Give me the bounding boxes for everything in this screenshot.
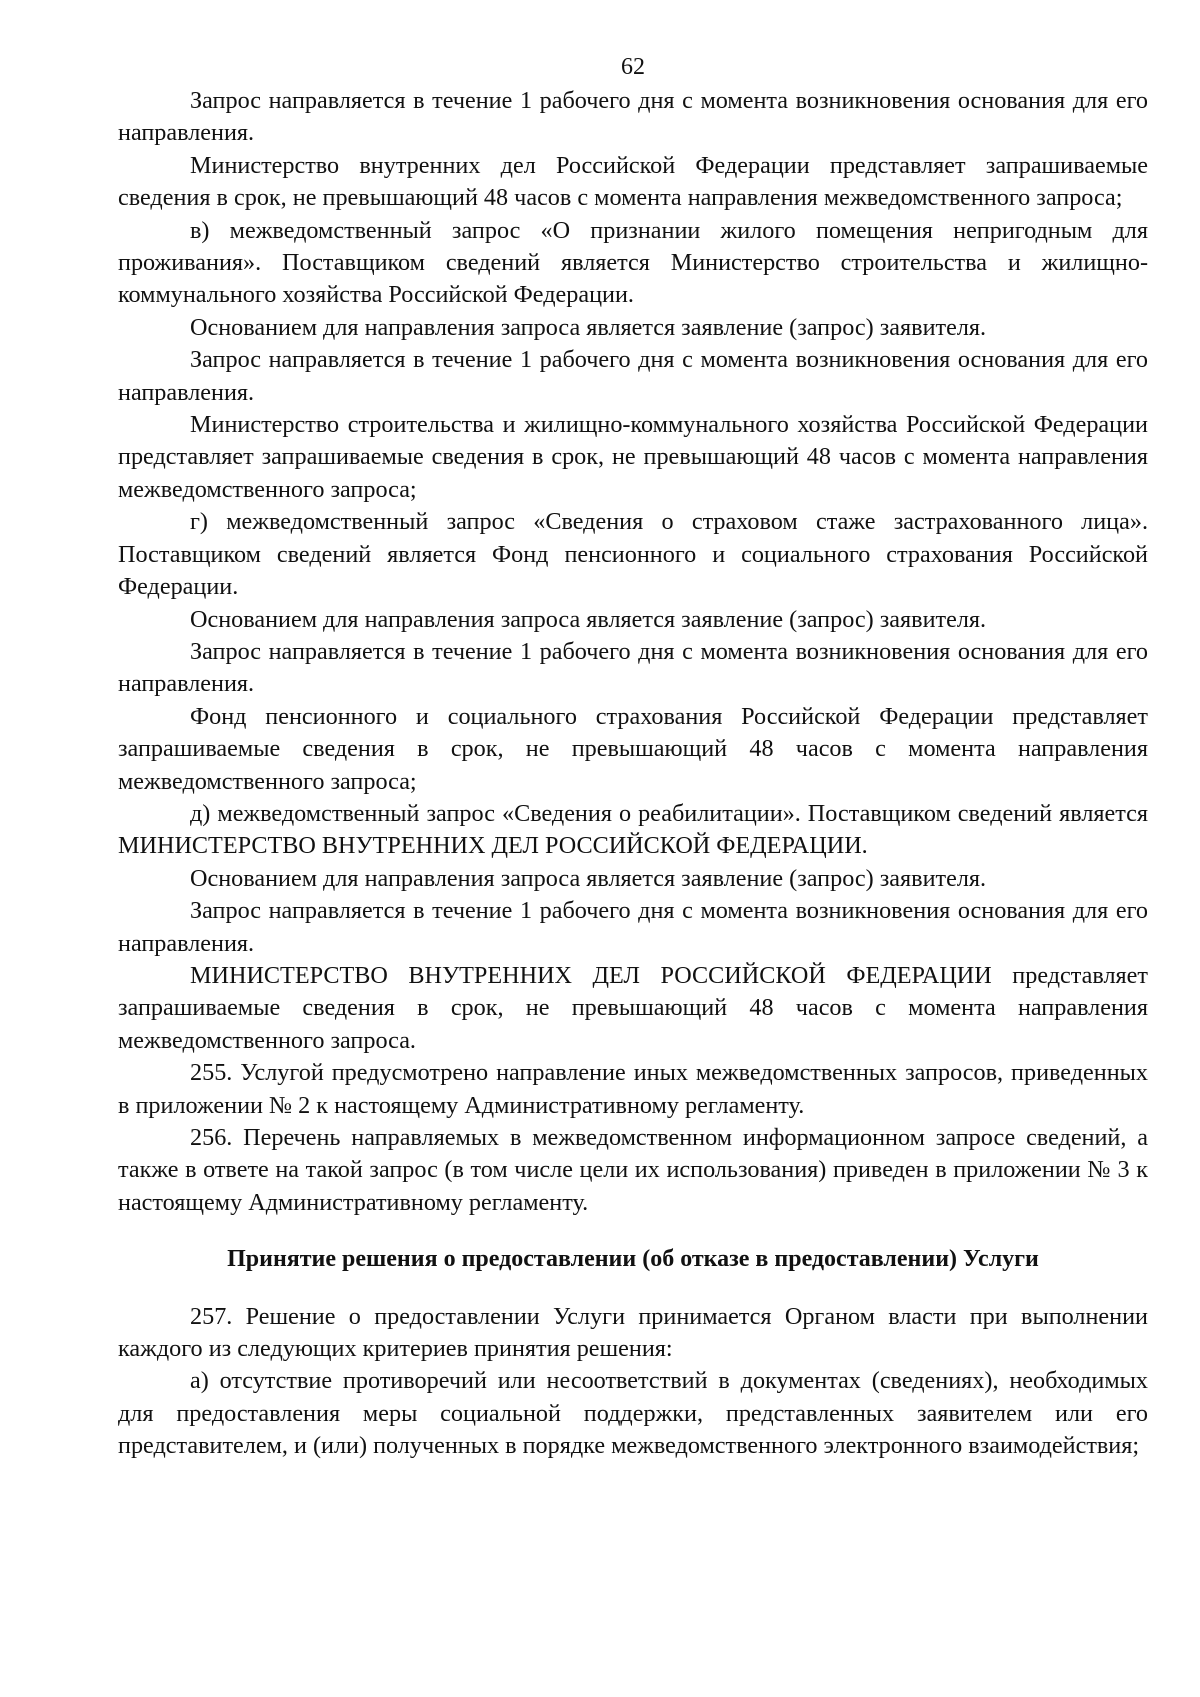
section-heading: Принятие решения о предоставлении (об отказе в предоставлении) Услуги	[227, 1246, 1039, 1273]
paragraph: Запрос направляется в течение 1 рабочего дня с момента возникновения основания для его направления.	[118, 346, 1148, 406]
page-number: 62	[621, 54, 645, 80]
paragraph: 257. Решение о предоставлении Услуги принимается Органом власти при выполнении каждого из следующих критериев принятия решения:	[118, 1302, 1148, 1363]
paragraph: Запрос направляется в течение 1 рабочего дня с момента возникновения основания для его направления.	[118, 637, 1148, 698]
paragraph: Основанием для направления запроса является заявление (запрос) заявителя.	[190, 864, 987, 892]
paragraph: Основанием для направления запроса является заявление (запрос) заявителя.	[190, 313, 987, 341]
paragraph: МИНИСТЕРСТВО ВНУТРЕННИХ ДЕЛ РОССИЙСКОЙ ФЕДЕРАЦИИ представляет запрашиваемые сведения в срок, не превышающий 48 часов с момента направления межведомственного запроса.	[118, 961, 1148, 1054]
paragraph: Министерство внутренних дел Российской Федерации представляет запрашиваемые сведения в срок, не превышающий 48 часов с момента направления межведомственного запроса;	[118, 151, 1148, 212]
paragraph: 256. Перечень направляемых в межведомственном информационном запросе сведений, а также в ответе на такой запрос (в том числе цели их использования) приведен в приложении № 3 к настоящему Административному регламенту.	[118, 1124, 1148, 1216]
paragraph: 255. Услугой предусмотрено направление иных межведомственных запросов, приведенных в приложении № 2 к настоящему Административному регламенту.	[118, 1059, 1148, 1119]
paragraph: Основанием для направления запроса является заявление (запрос) заявителя.	[190, 605, 987, 633]
paragraph: а) отсутствие противоречий или несоответствий в документах (сведениях), необходимых для предоставления меры социальной поддержки, представленных заявителем или его представителем, и (или) полученных в порядке межведомственного электронного взаимодействия;	[118, 1367, 1148, 1460]
paragraph: г) межведомственный запрос «Сведения о страховом стаже застрахованного лица». Поставщиком сведений является Фонд пенсионного и социального страхования Российской Федерации.	[118, 508, 1148, 601]
paragraph: Фонд пенсионного и социального страхования Российской Федерации представляет запрашиваемые сведения в срок, не превышающий 48 часов с момента направления межведомственного запроса;	[118, 702, 1148, 795]
paragraph: д) межведомственный запрос «Сведения о реабилитации». Поставщиком сведений является МИНИСТЕРСТВО ВНУТРЕННИХ ДЕЛ РОССИЙСКОЙ ФЕДЕРАЦИИ.	[118, 799, 1148, 860]
paragraph: Запрос направляется в течение 1 рабочего дня с момента возникновения основания для его направления.	[118, 87, 1148, 147]
paragraph: Запрос направляется в течение 1 рабочего дня с момента возникновения основания для его направления.	[118, 897, 1148, 957]
paragraph: Министерство строительства и жилищно-коммунального хозяйства Российской Федерации представляет запрашиваемые сведения в срок, не превышающий 48 часов с момента направления межведомственного запроса;	[118, 411, 1148, 503]
paragraph: в) межведомственный запрос «О признании жилого помещения непригодным для проживания». Поставщиком сведений является Министерство строительства и жилищно-коммунального хозяйства Российской Федерации.	[118, 216, 1148, 309]
